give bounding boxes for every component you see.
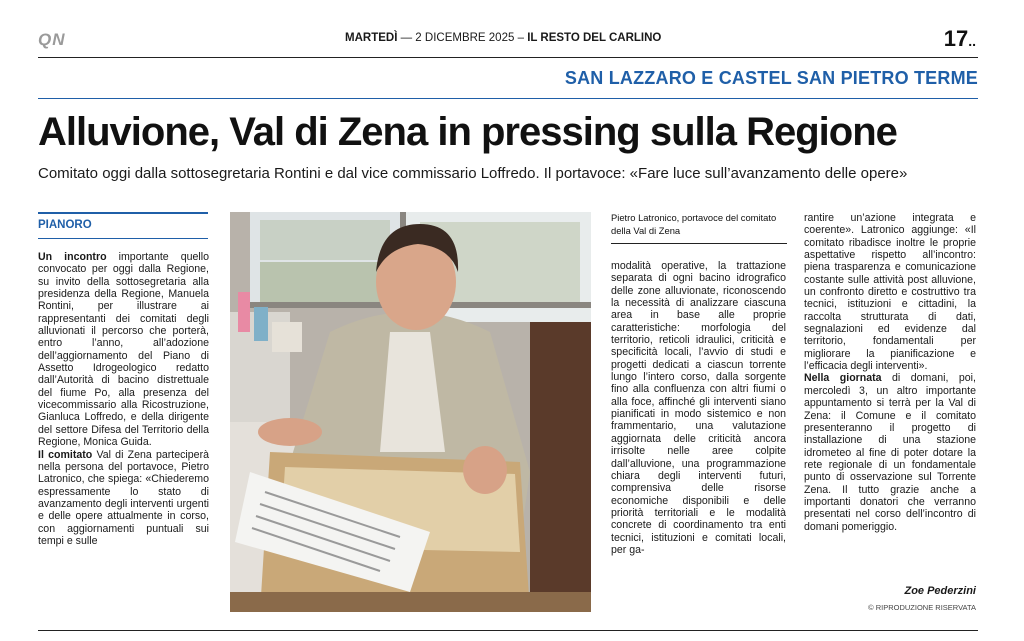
date: 2 DICEMBRE 2025 — [415, 32, 515, 44]
weekday: MARTEDÌ — [345, 32, 398, 44]
separator: – — [517, 32, 524, 44]
article-headline: Alluvione, Val di Zena in pressing sulla Regione — [38, 110, 897, 154]
header-divider — [38, 57, 978, 58]
newspaper-logo: QN — [38, 30, 66, 49]
section-divider — [38, 98, 978, 99]
copyright-notice: © RIPRODUZIONE RISERVATA — [868, 603, 976, 612]
paragraph: modalità operative, la trattazione separata di ogni bacino idrografico delle zone alluvionate, riconoscendo la necessità di analizzare ciascuna area in base alle proprie caratteristiche: morfologia del territorio, reticoli idraulici, criticità e specificità locali, l’avvio di studi e progetti dedicati a ciascun torrente lungo l’intero corso, dalla sorgente fino alla confluenza con altri fiumi o alla foce, affinché gli interventi siano pianificati in modo sistemico e non frammentario, una valutazione aggiornata delle criticità ancora irrisolte nelle aree colpite dall’alluvione, una programmazione chiara degli interventi futuri, comprensiva delle risorse economiche disponibili e delle priorità territoriali e le modalità concrete di coordinamento tra enti tecnici, istituzioni e comitati locali, per ga- — [611, 260, 786, 556]
paragraph: Il comitato Val di Zena parteciperà nella persona del portavoce, Pietro Latronico, che spiega: «Chiederemo espressamente lo stato di avanzamento degli interventi urgenti e delle opere attualmente in corso, con aggiornamenti puntuali sui tempi e sulle — [38, 448, 209, 547]
photo-caption: Pietro Latronico, portavoce del comitato della Val di Zena — [611, 212, 777, 236]
separator: — — [400, 32, 413, 44]
paragraph: Un incontro importante quello convocato per oggi dalla Regione, su invito della sottosegretaria alla presidenza della Regione, Manuela Rontini, per illustrare ai rappresentanti dei comitati degli alluvionati il percorso che porterà, entro l’anno, all’adozione dell’aggiornamento del Piano di Assetto Idrogeologico redatto dall’Autorità di bacino distrettuale del fiume Po, alla presenza del vicecommissario alla Ricostruzione, Gianluca Loffredo, e della dirigente del settore Difesa del Territorio della Regione, Monica Guida. — [38, 251, 210, 449]
article-subheadline: Comitato oggi dalla sottosegretaria Rontini e dal vice commissario Loffredo. Il portavoce: «Fare luce sull’avanzamento delle opere» — [38, 165, 908, 182]
article-photo — [230, 212, 591, 612]
footer-divider — [38, 630, 978, 631]
page-header — [38, 26, 982, 54]
page-number: 17.. — [943, 26, 976, 51]
lead-in: Un incontro — [38, 251, 107, 263]
section-title: SAN LAZZARO E CASTEL SAN PIETRO TERME — [564, 68, 978, 88]
photo-man-with-documents — [230, 212, 591, 612]
caption-divider — [611, 243, 787, 244]
kicker-label: PIANORO — [38, 219, 92, 231]
dateline — [345, 32, 661, 44]
paragraph: Nella giornata di domani, poi, mercoledì 3, un altro importante appuntamento si terrà per la Val di Zena: il Comune e il comitato presenteranno il progetto di installazione di una stazione idrometeo al fine di poter dotare la rete regionale di un fondamentale punto di osservazione sul Torrente Zena. Il tutto grazie anche a importanti donatori che verranno presentati nel corso dell’incontro di domani pomeriggio. — [804, 372, 976, 533]
kicker-top-rule — [38, 212, 208, 214]
lead-in: Nella giornata — [804, 372, 882, 385]
article-column-4 — [804, 212, 976, 533]
newspaper-name: IL RESTO DEL CARLINO — [527, 32, 662, 44]
article-column-3 — [611, 260, 786, 556]
lead-in: Il comitato — [38, 448, 93, 461]
paragraph: rantire un’azione integrata e coerente». Latronico aggiunge: «Il comitato ribadisce inoltre le proprie aspettative rispetto all’incontro: piena trasparenza e comunicazione costante sulle attività post alluvione, un confronto diretto e costruttivo tra tecnici, istituzioni e cittadini, la raccolta strutturata di dati, segnalazioni ed evidenze dal territorio, fondamentali per migliorare la pianificazione e l’efficacia degli interventi». — [804, 212, 976, 373]
article-column-1 — [38, 251, 209, 547]
author-byline: Zoe Pederzini — [904, 585, 976, 597]
kicker-bottom-rule — [38, 238, 208, 239]
